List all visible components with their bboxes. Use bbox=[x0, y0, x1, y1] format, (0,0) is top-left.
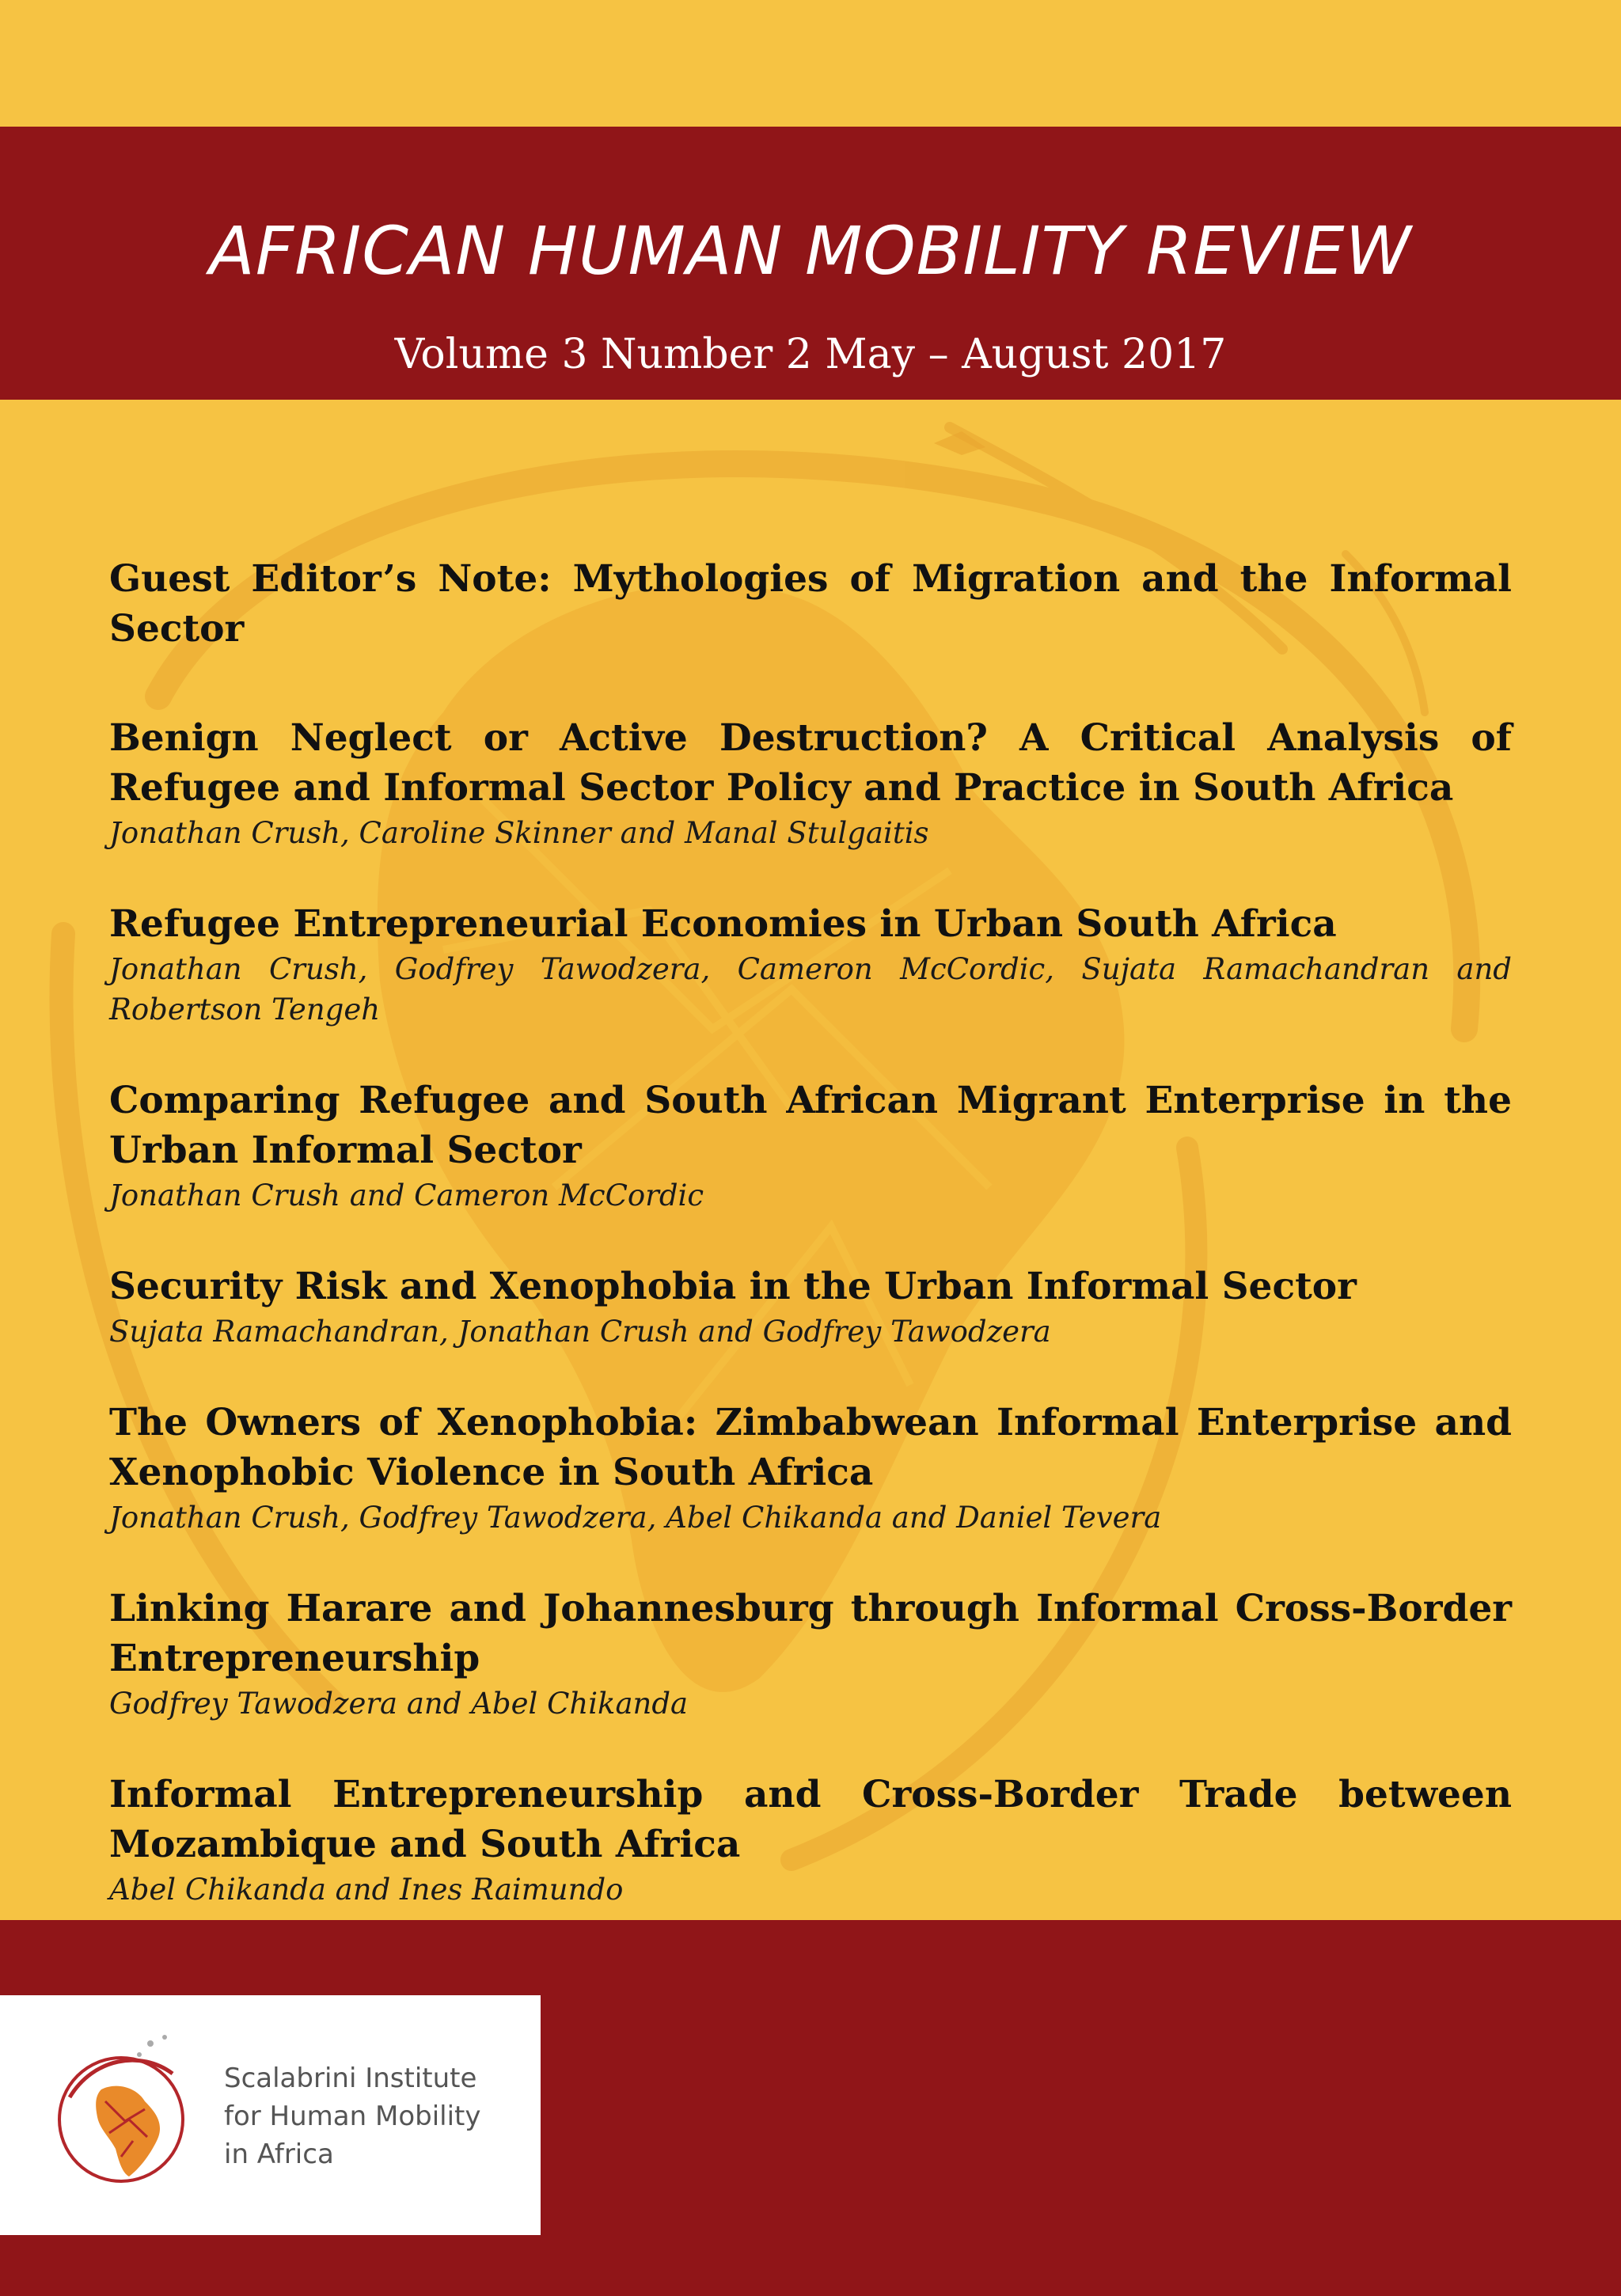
article-title[interactable]: The Owners of Xenophobia: Zimbabwean Informal Enterprise and Xenophobic Violence in South Africa bbox=[109, 1401, 1512, 1494]
article-title[interactable]: Comparing Refugee and South African Migrant Enterprise in the Urban Informal Sector bbox=[109, 1079, 1512, 1172]
article-title[interactable]: Informal Entrepreneurship and Cross-Border Trade between Mozambique and South Africa bbox=[109, 1773, 1512, 1866]
publisher-name bbox=[224, 2059, 525, 2173]
toc-entry bbox=[109, 713, 1512, 853]
article-title[interactable]: Linking Harare and Johannesburg through Informal Cross-Border Entrepreneurship bbox=[109, 1587, 1512, 1680]
publisher-name-line: Scalabrini Institute bbox=[224, 2063, 477, 2094]
article-authors: Jonathan Crush, Godfrey Tawodzera, Cameron McCordic, Sujata Ramachandran and Robertson Tengeh bbox=[109, 952, 1512, 1027]
toc-entry bbox=[109, 1262, 1512, 1352]
article-authors: Jonathan Crush, Caroline Skinner and Manal Stulgaitis bbox=[109, 816, 929, 850]
article-title[interactable]: Security Risk and Xenophobia in the Urban Informal Sector bbox=[109, 1265, 1357, 1308]
toc-entry bbox=[109, 1770, 1512, 1910]
publisher-name-line: for Human Mobility bbox=[224, 2101, 481, 2132]
publisher-name-line: in Africa bbox=[224, 2139, 334, 2170]
toc-entry bbox=[109, 1076, 1512, 1216]
article-authors: Jonathan Crush and Cameron McCordic bbox=[109, 1178, 704, 1213]
globe-logo-icon bbox=[46, 2026, 196, 2192]
toc-entry bbox=[109, 1398, 1512, 1538]
toc-entry bbox=[109, 899, 1512, 1030]
journal-title: AFRICAN HUMAN MOBILITY REVIEW bbox=[209, 212, 1412, 290]
article-authors: Jonathan Crush, Godfrey Tawodzera, Abel Chikanda and Daniel Tevera bbox=[109, 1501, 1162, 1535]
issue-info: Volume 3 Number 2 May – August 2017 bbox=[394, 331, 1227, 378]
article-authors: Godfrey Tawodzera and Abel Chikanda bbox=[109, 1687, 689, 1721]
article-title[interactable]: Refugee Entrepreneurial Economies in Urban South Africa bbox=[109, 902, 1337, 946]
article-authors: Abel Chikanda and Ines Raimundo bbox=[109, 1873, 624, 1907]
article-authors: Sujata Ramachandran, Jonathan Crush and Godfrey Tawodzera bbox=[109, 1315, 1051, 1349]
table-of-contents bbox=[109, 554, 1512, 1910]
article-title[interactable]: Benign Neglect or Active Destruction? A Critical Analysis of Refugee and Informal Sector Policy and Practice in South Africa bbox=[109, 716, 1512, 810]
toc-entry bbox=[109, 1584, 1512, 1724]
toc-entry bbox=[109, 554, 1512, 654]
article-title[interactable]: Guest Editor’s Note: Mythologies of Migration and the Informal Sector bbox=[109, 557, 1512, 651]
